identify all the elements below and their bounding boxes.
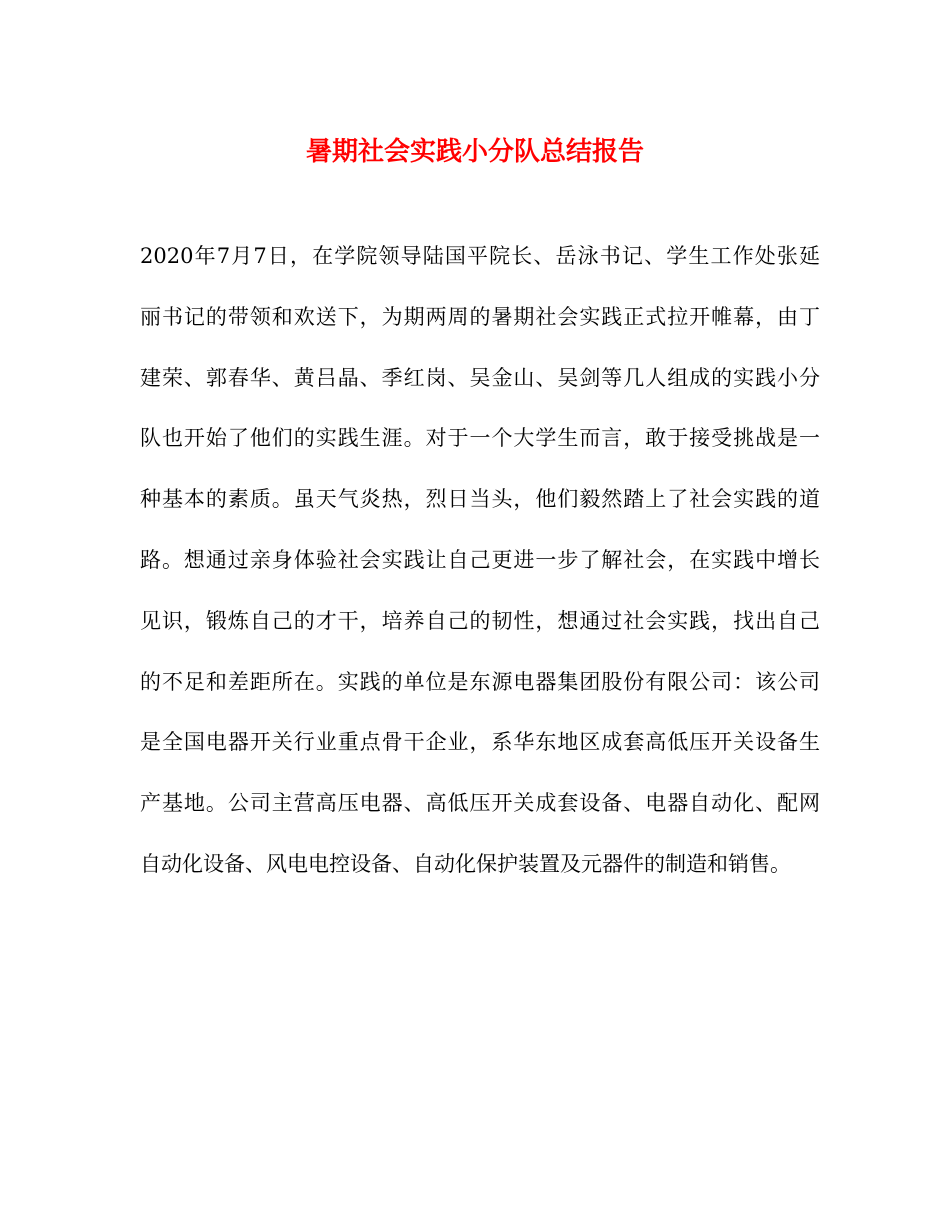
- body-line: 自动化设备、风电电控设备、自动化保护装置及元器件的制造和销售。: [140, 851, 791, 876]
- body-line: 丽书记的带领和欢送下，为期两周的暑期社会实践正式拉开帷幕，由丁: [140, 304, 820, 329]
- body-line: 种基本的素质。虽天气炎热，烈日当头，他们毅然踏上了社会实践的道: [140, 487, 820, 512]
- document-body: [140, 226, 820, 895]
- body-line: 是全国电器开关行业重点骨干企业，系华东地区成套高低压开关设备生: [140, 730, 820, 755]
- body-line: 的不足和差距所在。实践的单位是东源电器集团股份有限公司：该公司: [140, 669, 820, 694]
- body-line: 路。想通过亲身体验社会实践让自己更进一步了解社会，在实践中增长: [140, 547, 820, 572]
- body-line: 2020年7月7日，在学院领导陆国平院长、岳泳书记、学生工作处张延: [140, 244, 820, 268]
- document-title: 暑期社会实践小分队总结报告: [305, 137, 644, 167]
- body-line: 产基地。公司主营高压电器、高低压开关成套设备、电器自动化、配网: [140, 791, 820, 816]
- body-line: 队也开始了他们的实践生涯。对于一个大学生而言，敢于接受挑战是一: [140, 426, 820, 451]
- body-line: 建荣、郭春华、黄吕晶、季红岗、吴金山、吴剑等几人组成的实践小分: [140, 365, 820, 390]
- body-line: 见识，锻炼自己的才干，培养自己的韧性，想通过社会实践，找出自己: [140, 608, 820, 633]
